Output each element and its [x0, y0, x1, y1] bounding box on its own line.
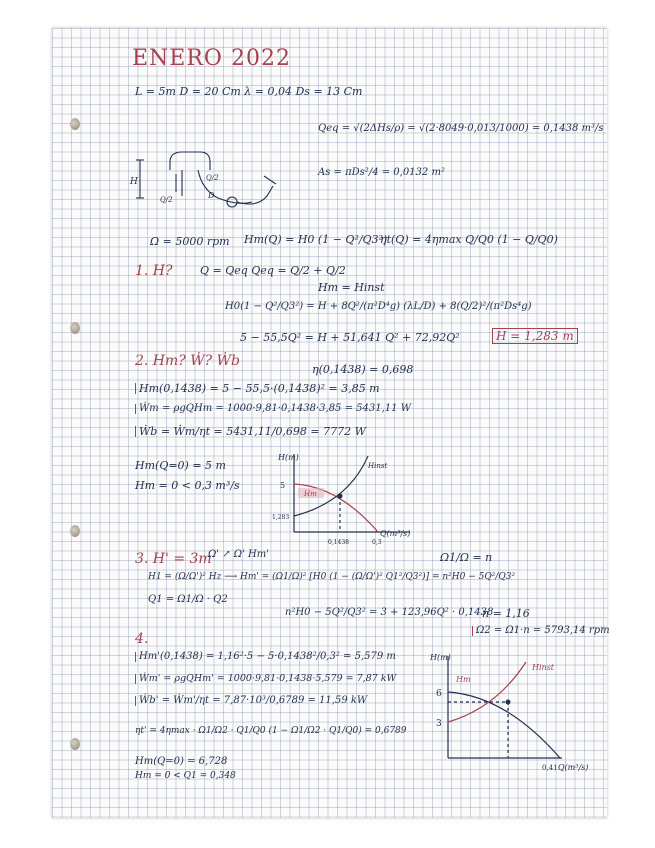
section-3-speed-ratio: Ω1/Ω = n	[440, 551, 493, 564]
section-3-equation: n²H0 − 5Q²/Q3² = 3 + 123,96Q² · 0,1438	[285, 607, 494, 618]
svg-text:Q/2: Q/2	[160, 196, 173, 204]
binder-hole	[70, 118, 80, 130]
installation-sketch	[126, 140, 296, 220]
pump-head-law: Hm(Q) = H0 (1 − Q²/Q3²)	[244, 233, 388, 246]
section-2-heading: 2. Hm? Ẇ? Ẇb	[135, 353, 240, 369]
section-1-head-condition: Hm = Hinst	[318, 281, 385, 294]
section-4-shaft-power: Ẇb' = Ẇm'/ηt = 7,87·10³/0,6789 = 11,59 kW	[135, 696, 367, 706]
section-4-shutoff-head: Hm(Q=0) = 6,728	[135, 756, 228, 767]
section-3-new-speed: Ω2 = Ω1·n = 5793,14 rpm	[472, 626, 610, 636]
given-parameters: L = 5m D = 20 Cm λ = 0,04 Ds = 13 Cm	[135, 85, 363, 98]
page-title: ENERO 2022	[132, 46, 291, 71]
operating-point-graph-2	[426, 646, 604, 778]
graph-2-y-label: H(m)	[430, 653, 451, 662]
binder-hole	[70, 738, 80, 750]
section-3-flow-scaling: Q1 = Ω1/Ω · Q2	[148, 594, 228, 605]
graph-2-x-label: Q(m³/s)	[558, 763, 589, 772]
binder-hole	[70, 525, 80, 537]
efficiency-law: ηt(Q) = 4ηmax Q/Q0 (1 − Q/Q0)	[380, 233, 558, 246]
svg-text:H: H	[130, 177, 138, 187]
binder-hole	[70, 322, 80, 334]
operating-point-graph-1	[268, 446, 428, 550]
section-3-heading: 3. H' = 3m	[135, 551, 212, 567]
svg-text:Q/2: Q/2	[206, 174, 219, 182]
rotation-speed: Ω = 5000 rpm	[150, 235, 230, 248]
graph-1-x-tick: 0,3	[372, 539, 382, 546]
graph-1-x-tick: 0,1438	[328, 539, 349, 546]
graph-1-x-label: Q(m³/s)	[380, 529, 411, 538]
graph-2-system-label: Hinst	[532, 663, 555, 672]
section-2-zero-head-flow: Hm = 0 < 0,3 m³/s	[135, 479, 240, 492]
graph-1-pump-label: Hm	[304, 490, 317, 498]
graph-1-y-label: H(m)	[278, 453, 299, 462]
graph-2-y-tick: 3	[436, 719, 442, 729]
section-2-shaft-power: Ẇb = Ẇm/ηt = 5431,11/0,698 = 7772 W	[135, 426, 366, 437]
section-4-pump-head: Hm'(0,1438) = 1,16²·5 − 5·0,1438²/0,3² = 5,579 m	[135, 652, 396, 662]
section-2-hydraulic-power: Ẇm = ρgQHm = 1000·9,81·0,1438·3,85 = 5431,11 W	[135, 404, 411, 414]
section-2-pump-head: Hm(0,1438) = 5 − 55,5·(0,1438)² = 3,85 m	[135, 383, 380, 394]
nozzle-area-formula: As = πDs²/4 = 0,0132 m²	[318, 167, 445, 178]
section-3-speed-factor: n = 1,16	[482, 607, 530, 620]
section-1-flow: Q = Qeq Qeq = Q/2 + Q/2	[200, 264, 346, 277]
section-1-energy-equation: H0(1 − Q²/Q3²) = H + 8Q²/(π²D⁴g) (λL/D) + 8(Q/2)²/(π²Ds⁴g)	[225, 301, 532, 312]
section-2-efficiency: η(0,1438) = 0,698	[312, 363, 414, 376]
section-3-head-scaling: H1 = (Ω/Ω')² Hz ⟶ Hm' = (Ω1/Ω)² [H0 (1 − (Ω/Ω')² Q1²/Q3²)] = n²H0 − 5Q²/Q3²	[148, 572, 516, 582]
section-4-hydraulic-power: Ẇm' = ρgQHm' = 1000·9,81·0,1438·5,579 = 7,87 kW	[135, 674, 396, 684]
section-1-heading: 1. H?	[135, 263, 173, 279]
section-4-zero-head-flow: Hm = 0 < Q1 = 0,348	[135, 771, 236, 781]
section-2-shutoff-head: Hm(Q=0) = 5 m	[135, 459, 226, 472]
section-1-simplified-equation: 5 − 55,5Q² = H + 51,641 Q² + 72,92Q²	[240, 331, 460, 344]
graph-1-y-tick: 1,283	[272, 514, 290, 521]
graph-2-pump-label: Hm	[456, 675, 471, 684]
graph-1-system-label: Hinst	[368, 462, 388, 470]
section-1-result: H = 1,283 m	[492, 328, 578, 344]
graph-2-y-tick: 6	[436, 689, 442, 699]
section-3-similarity: Ω' ↗ Ω' Hm'	[208, 549, 269, 560]
graph-1-y-tick: 5	[280, 481, 286, 490]
graph-2-x-tick: 0,41	[542, 764, 558, 772]
section-4-efficiency: ηt' = 4ηmax · Ω1/Ω2 · Q1/Q0 (1 − Ω1/Ω2 · Q1/Q0) = 0,6789	[135, 726, 407, 736]
svg-text:D: D	[208, 191, 215, 200]
section-4-heading: 4.	[135, 631, 149, 647]
equivalent-flow-formula: Qeq = √(2ΔHs/ρ) = √(2·8049·0,013/1000) = 0,1438 m³/s	[318, 123, 604, 134]
